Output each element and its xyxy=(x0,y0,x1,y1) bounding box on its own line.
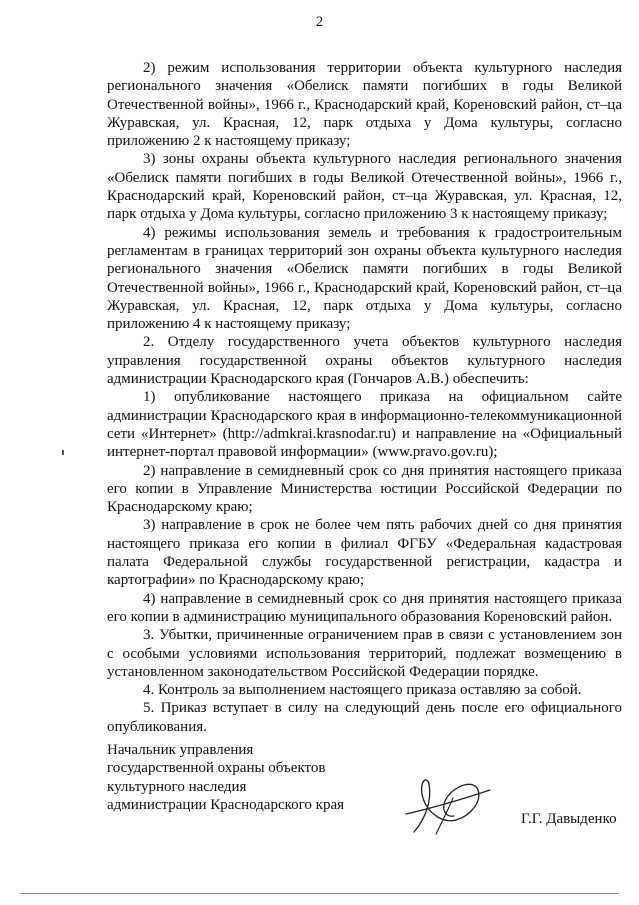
scan-mark xyxy=(62,450,64,455)
paragraph-section-3: 3. Убытки, причиненные ограничением прав в связи с установлением зон с особыми условиями использования территорий, подлежат возмещению в установленном законодательством Российской Федерации порядке. xyxy=(107,627,622,680)
paragraph-section-2: 2. Отделу государственного учета объектов культурного наследия управления государственной охраны объектов культурного наследия администрации Краснодарского края (Гончаров А.В.) обеспечить: xyxy=(107,334,622,388)
paragraph-item-4: 4) режимы использования земель и требования к градостроительным регламентам в границах территорий зон охраны объекта культурного наследия регионального значения «Обелиск памяти погибших в годы Великой Отечественной войны», 1966 г., Краснодарский край, Кореновский район, ст–ца Журавская, ул. Красная, 12, парк отдыха у Дома культуры, согласно приложению 4 к настоящему приказу; xyxy=(107,224,622,333)
paragraph-subitem-3: 3) направление в срок не более чем пять рабочих дней со дня принятия настоящего приказа его копии в филиал ФГБУ «Федеральная кадастровая палата Федеральной службы государственной регистрации, кадастра и картографии» по Краснодарскому краю; xyxy=(107,517,622,589)
bottom-divider xyxy=(20,893,619,894)
signatory-name: Г.Г. Давыденко xyxy=(521,811,617,827)
page-number: 2 xyxy=(315,14,324,30)
signatory-position-line: Начальник управления xyxy=(107,742,254,758)
paragraph-subitem-4: 4) направление в семидневный срок со дня принятия настоящего приказа его копии в администрацию муниципального образования Кореновский район. xyxy=(107,590,622,625)
paragraph-item-2: 2) режим использования территории объекта культурного наследия регионального значения «Обелиск памяти погибших в годы Великой Отечественной войны», 1966 г., Краснодарский край, Кореновский район, ст–ца Журавская, ул. Красная, 12, парк отдыха у Дома культуры, согласно приложению 2 к настоящему приказу; xyxy=(107,60,622,150)
signatory-position-line: государственной охраны объектов xyxy=(107,760,326,777)
signatory-position-line: администрации Краснодарского края xyxy=(107,796,345,813)
paragraph-subitem-2: 2) направление в семидневный срок со дня принятия настоящего приказа его копии в Управление Министерства юстиции Российской Федерации по Краснодарскому краю; xyxy=(107,462,622,516)
document-body xyxy=(107,59,622,736)
paragraph-section-5: 5. Приказ вступает в силу на следующий день после его официального опубликования. xyxy=(107,700,622,735)
paragraph-section-4: 4. Контроль за выполнением настоящего приказа оставляю за собой. xyxy=(143,682,582,699)
paragraph-subitem-1: 1) опубликование настоящего приказа на официальном сайте администрации Краснодарского края в информационно-телекоммуникационной сети «Интернет» (http://admkrai.krasnodar.ru) и направление на «Официальный интернет-портал правовой информации» (www.pravo.gov.ru); xyxy=(107,389,622,461)
signatory-position xyxy=(107,741,344,814)
paragraph-item-3: 3) зоны охраны объекта культурного наследия регионального значения «Обелиск памяти погибших в годы Великой Отечественной войны», 1966 г., Краснодарский край, Кореновский район, ст–ца Журавская, ул. Красная, 12, парк отдыха у Дома культуры, согласно приложению 3 к настоящему приказу; xyxy=(107,151,622,223)
signatory-position-line: культурного наследия xyxy=(107,778,247,795)
handwritten-signature xyxy=(396,770,496,842)
